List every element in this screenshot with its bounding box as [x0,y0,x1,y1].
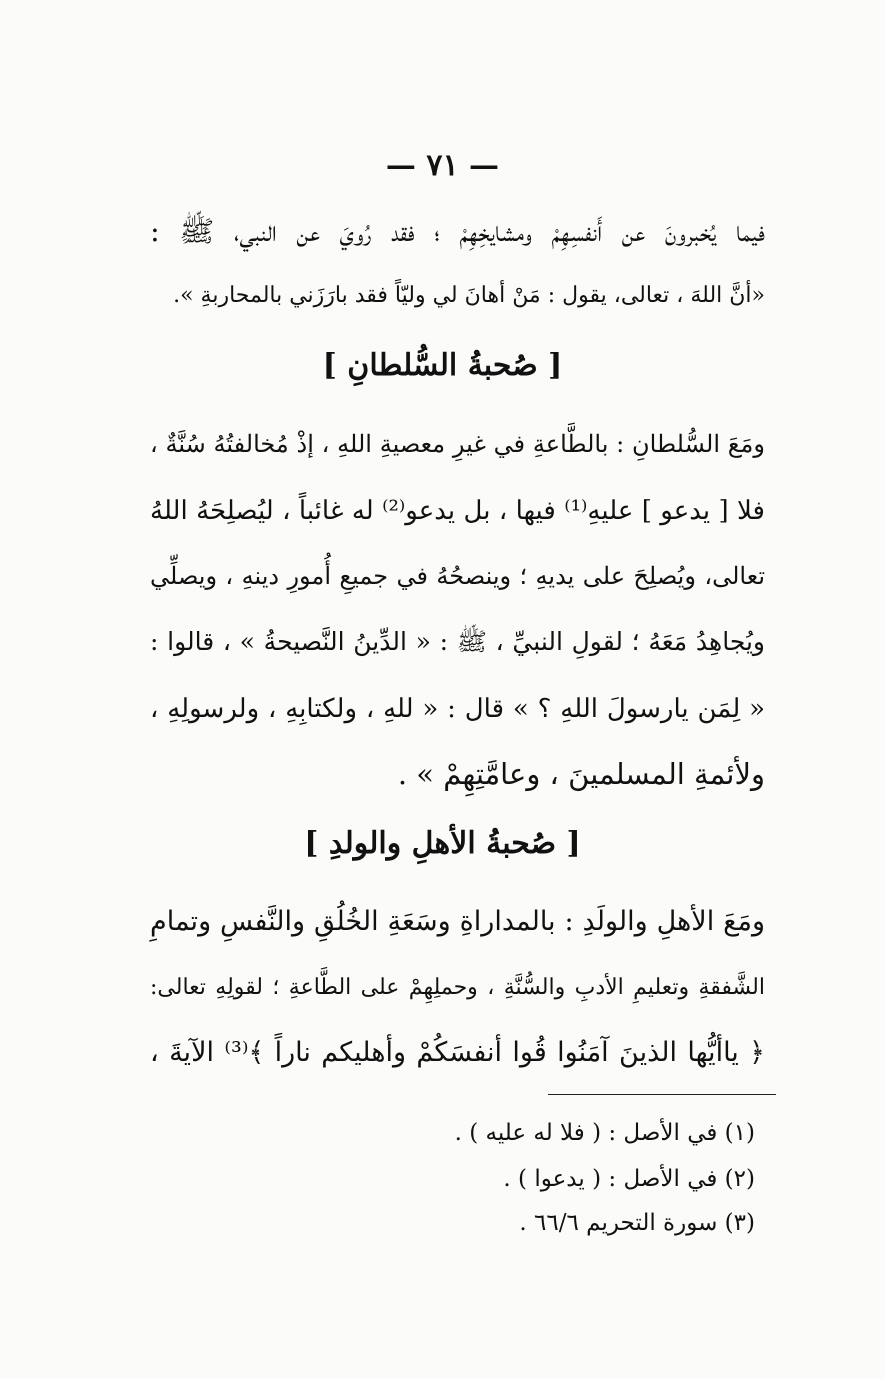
text-line: فلا [ يدعو ] عليهِ⁽¹⁾ فيها ، بل يدعو⁽²⁾ له غائباً ، ليُصلِحَهُ اللهُ [150,496,765,526]
footnote: (١) في الأصل : ( فلا له عليه ) . [454,1120,755,1146]
footnote: (٣) سورة التحريم ٦٦/٦ . [519,1210,755,1236]
page-number: — ٧١ — [385,148,500,183]
text-line: ومَعَ الأهلِ والولَدِ : بالمداراةِ وسَعَةِ الخُلُقِ والنَّفسِ وتمامِ [150,906,765,937]
text-line: ويُجاهِدُ مَعَهُ ؛ لقولِ النبيِّ ، ﷺ : « الدِّينُ النَّصيحةُ » ، قالوا : [150,627,765,656]
text-line: ومَعَ السُّلطانِ : بالطَّاعةِ في غيرِ معصيةِ اللهِ ، إذْ مُخالفتُهُ سُنَّةٌ ، [150,430,765,458]
footnote-separator [548,1094,776,1095]
section-heading-sultan: [ صُحبةُ السُّلطانِ ] [322,348,563,383]
text-line: ولأئمةِ المسلمينَ ، وعامَّتِهِمْ » . [397,757,765,791]
text-line: ﴿ ياأيُّها الذينَ آمَنُوا قُوا أنفسَكُمْ وأهليكم ناراً ﴾⁽³⁾ الآيةَ ، [150,1037,766,1068]
text-line: « لِمَن يارسولَ اللهِ ؟ » قال : « للهِ ، ولكتابِهِ ، ولرسولِهِ ، [150,694,765,724]
text-line: الشَّفقةِ وتعليمِ الأدبِ والسُّنَّةِ ، وحملِهِمْ على الطَّاعةِ ؛ لقولِهِ تعالى: [150,975,765,1000]
section-heading-family: [ صُحبةُ الأهلِ والولدِ ] [304,826,581,861]
text-line: فيما يُخبرونَ عن أَنفسِهِمْ ومشايخِهِمْ ؛ فقد رُويَ عن النبي، ﷺ : [150,214,765,248]
footnote: (٢) في الأصل : ( يدعوا ) . [503,1166,755,1192]
text-line: «أنَّ اللهَ ، تعالى، يقول : مَنْ أهانَ لي وليّاً فقد بارَزَني بالمحاربةِ ». [173,283,765,308]
text-line: تعالى، ويُصلِحَ على يديهِ ؛ وينصحُهُ في جميعِ أُمورِ دينهِ ، ويصلِّي [150,562,765,590]
